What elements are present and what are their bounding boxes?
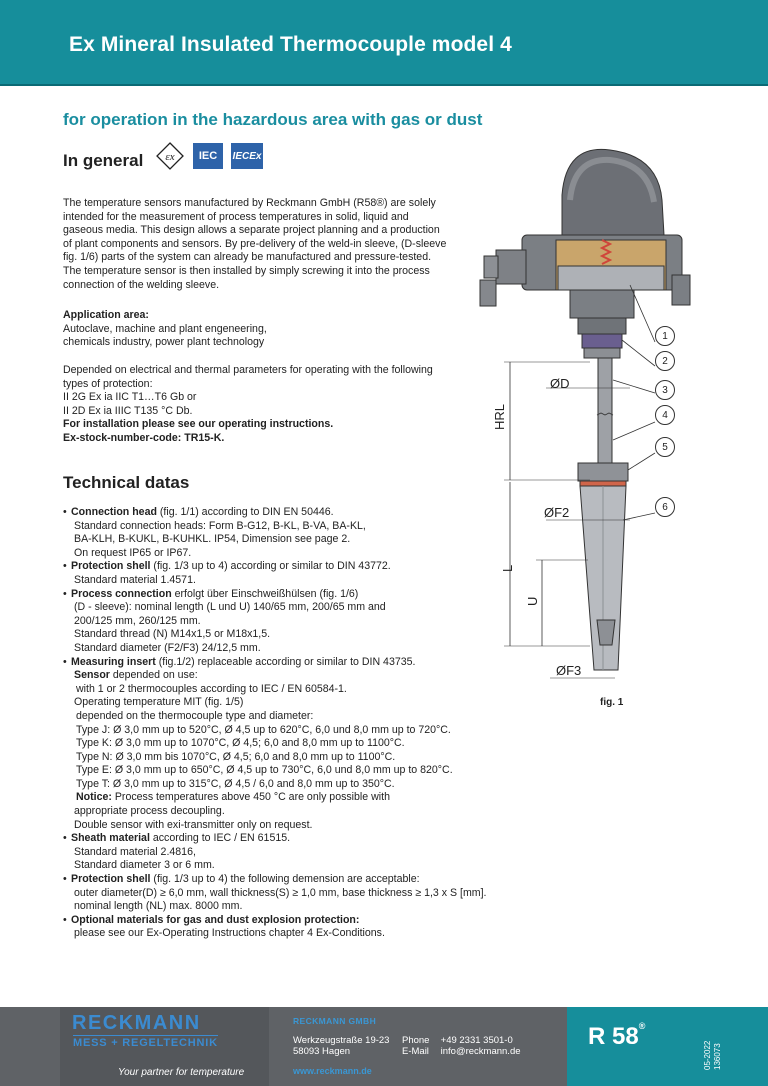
tech-text: On request IP65 or IP67. [74, 546, 192, 559]
intro-line: of plant components and sensors. By pre-delivery of the weld-in sleeve, (D-sleeve [63, 237, 447, 250]
tech-line [63, 669, 503, 683]
brand-tagline: Your partner for temperature [118, 1067, 245, 1078]
tech-bullet-item [63, 506, 503, 520]
doc-date-code [703, 1020, 722, 1070]
tech-line [63, 764, 503, 778]
callout-2: 2 [655, 351, 675, 371]
tech-text: Type J: Ø 3,0 mm up to 520°C, Ø 4,5 up to 620°C, 6,0 und 8,0 mm up to 720°C. [76, 723, 451, 736]
application-area-line: Autoclave, machine and plant engeneering, [63, 322, 267, 335]
intro-line: fig. 1/6) parts of the system can already be manufactured and pressure-tested. [63, 251, 432, 264]
tech-text: Type E: Ø 3,0 mm up to 650°C, Ø 4,5 up to 730°C, 6,0 und 8,0 mm up to 820°C. [76, 764, 453, 777]
model-badge [588, 1023, 645, 1051]
tech-text: 200/125 mm, 260/125 mm. [74, 614, 201, 627]
tech-text: (D - sleeve): nominal length (L und U) 140/65 mm, 200/65 mm and [74, 601, 386, 614]
section-heading-general: In general [63, 151, 144, 170]
certification-logos [155, 140, 263, 172]
tech-line [63, 547, 503, 561]
tech-term: Protection shell [71, 560, 151, 573]
callout-4: 4 [655, 405, 675, 425]
page-subtitle: for operation in the hazardous area with gas or dust [63, 110, 483, 129]
tech-bullet-item [63, 656, 503, 670]
tech-text: Type K: Ø 3,0 mm up to 1070°C, Ø 4,5; 6,0 and 8,0 mm up to 1100°C. [76, 737, 405, 750]
tech-text: according to IEC / EN 61515. [149, 832, 291, 845]
tech-text: please see our Ex-Operating Instructions chapter 4 Ex-Conditions. [74, 927, 385, 940]
tech-line [63, 846, 503, 860]
tech-line [63, 642, 503, 656]
email-label: E-Mail [402, 1046, 429, 1057]
tech-term: Sheath material [71, 832, 150, 845]
tech-term: Connection head [71, 506, 157, 518]
tech-bullet-item [63, 832, 503, 846]
tech-line [63, 683, 503, 697]
dim-l: L [500, 564, 515, 572]
tech-line [63, 778, 503, 792]
install-note: For installation please see our operating instructions. [63, 418, 334, 431]
tech-bullet-item [63, 873, 503, 887]
protection-types [63, 364, 433, 446]
tech-line [63, 533, 503, 547]
tech-term: Sensor [74, 669, 110, 682]
iec-logo: IEC [193, 143, 223, 169]
tech-text: Operating temperature MIT (fig. 1/5) [74, 696, 244, 709]
email-link[interactable]: info@reckmann.de [440, 1046, 521, 1057]
tech-line [63, 615, 503, 629]
phone-number: +49 2331 3501-0 [440, 1035, 513, 1046]
intro-line: gaseous media. This design allows a separate project planning and a production [63, 224, 440, 237]
tech-bullet-item [63, 588, 503, 602]
brand-subtitle: MESS + REGELTECHNIK [73, 1037, 218, 1049]
dim-d: ØD [550, 376, 570, 391]
protection-line: types of protection: [63, 377, 153, 390]
tech-line [63, 859, 503, 873]
callout-3: 3 [655, 380, 675, 400]
company-contact [402, 1035, 521, 1057]
model-name: R 58 [588, 1023, 639, 1050]
tech-term: Notice: [76, 791, 112, 804]
tech-line [63, 887, 503, 901]
tech-line [63, 724, 503, 738]
tech-line [63, 574, 503, 588]
phone-label: Phone [402, 1035, 430, 1046]
tech-text: appropriate process decoupling. [74, 805, 225, 818]
company-name: RECKMANN GMBH [293, 1016, 377, 1026]
tech-bullet-item [63, 560, 503, 574]
tech-text: Standard connection heads: Form B-G12, B-KL, B-VA, BA-KL, [74, 519, 366, 532]
tech-bullet-item [63, 914, 503, 928]
tech-text: Type N: Ø 3,0 mm bis 1070°C, Ø 4,5; 6,0 and 8,0 mm up to 1100°C. [76, 750, 396, 763]
tech-text: (fig. 1/1) according to DIN EN 50446. [156, 506, 334, 518]
tech-text: Standard diameter (F2/F3) 24/12,5 mm. [74, 641, 261, 654]
tech-text: Standard diameter 3 or 6 mm. [74, 859, 215, 872]
technical-data-list [63, 506, 503, 941]
tech-line [63, 737, 503, 751]
dim-hrl: HRL [492, 403, 507, 430]
svg-text:εx: εx [165, 151, 175, 163]
doc-code: 136073 [712, 1043, 722, 1070]
intro-line: The temperature sensors manufactured by Reckmann GmbH (R58®) are solely [63, 197, 436, 209]
stock-code: Ex-stock-number-code: TR15-K. [63, 431, 225, 444]
thermocouple-figure [470, 140, 700, 720]
tech-text: with 1 or 2 thermocouples according to IEC / EN 60584-1. [76, 682, 347, 695]
protection-line: II 2D Ex ia IIIC T135 °C Db. [63, 404, 193, 417]
tech-line [63, 819, 503, 833]
tech-term: Measuring insert [71, 655, 156, 668]
application-area [63, 309, 267, 350]
doc-date: 05-2022 [703, 1040, 712, 1070]
tech-line [63, 900, 503, 914]
tech-text: depended on use: [109, 669, 198, 682]
section-heading-technical: Technical datas [63, 473, 190, 492]
company-address [293, 1035, 389, 1057]
tech-text: (fig. 1/3 up to 4) the following demension are acceptable: [150, 873, 420, 886]
tech-text: BA-KLH, B-KUKL, B-KUHKL. IP54, Dimension see page 2. [74, 533, 351, 546]
iecex-logo: IECEx [231, 143, 263, 169]
tech-text: depended on the thermocouple type and diameter: [76, 709, 314, 722]
callout-5: 5 [655, 437, 675, 457]
tech-line [63, 710, 503, 724]
dim-u: U [525, 596, 540, 606]
intro-line: connection of the welding sleeve. [63, 278, 220, 291]
protection-line: II 2G Ex ia IIC T1…T6 Gb or [63, 391, 197, 404]
tech-line [63, 601, 503, 615]
address-street: Werkzeugstraße 19-23 [293, 1035, 390, 1046]
tech-text: Standard material 1.4571. [74, 573, 196, 586]
intro-line: intended for the measurement of process temperatures in solid, liquid and [63, 210, 409, 223]
tech-text: (fig.1/2) replaceable according or similar to DIN 43735. [155, 655, 416, 668]
website-link[interactable]: www.reckmann.de [293, 1066, 372, 1076]
tech-text: Process temperatures above 450 °C are only possible with [111, 791, 390, 804]
tech-line [63, 751, 503, 765]
tech-line [63, 520, 503, 534]
intro-paragraph [63, 197, 463, 292]
dim-f3: ØF3 [556, 663, 582, 678]
tech-term: Optional materials for gas and dust explosion protection: [71, 913, 360, 926]
tech-text: Standard material 2.4816, [74, 845, 196, 858]
page-title: Ex Mineral Insulated Thermocouple model 4 [69, 33, 512, 56]
tech-term: Protection shell [71, 873, 151, 886]
brand-logo: RECKMANN [72, 1012, 201, 1034]
tech-text: erfolgt über Einschweißhülsen (fig. 1/6) [171, 587, 359, 600]
model-registered: ® [638, 1021, 646, 1031]
tech-text: (fig. 1/3 up to 4) according or similar to DIN 43772. [150, 560, 391, 573]
address-city: 58093 Hagen [293, 1046, 351, 1057]
tech-text: Type T: Ø 3,0 mm up to 315°C, Ø 4,5 / 6,0 and 8,0 mm up to 350°C. [76, 777, 395, 790]
figure-label: fig. 1 [600, 697, 624, 708]
tech-line [63, 805, 503, 819]
tech-line [63, 628, 503, 642]
tech-term: Process connection [71, 587, 172, 600]
tech-line [63, 791, 503, 805]
tech-line [63, 927, 503, 941]
tech-text: Double sensor with exi-transmitter only on request. [74, 818, 313, 831]
tech-text: nominal length (NL) max. 8000 mm. [74, 900, 243, 913]
intro-line: The temperature sensor is then installed by simply screwing it into the process [63, 264, 430, 277]
protection-line: Depended on electrical and thermal parameters for operating with the following [63, 364, 433, 376]
callout-6: 6 [655, 497, 675, 517]
dim-f2: ØF2 [544, 505, 570, 520]
tech-text: Standard thread (N) M14x1,5 or M18x1,5. [74, 628, 271, 641]
atex-ex-icon [155, 141, 185, 171]
application-area-line: chemicals industry, power plant technology [63, 336, 265, 349]
callout-1: 1 [655, 326, 675, 346]
tech-text: outer diameter(D) ≥ 6,0 mm, wall thickness(S) ≥ 1,0 mm, base thickness ≥ 1,3 x S [mm]. [74, 886, 487, 899]
application-area-heading: Application area: [63, 309, 149, 321]
tech-line [63, 696, 503, 710]
